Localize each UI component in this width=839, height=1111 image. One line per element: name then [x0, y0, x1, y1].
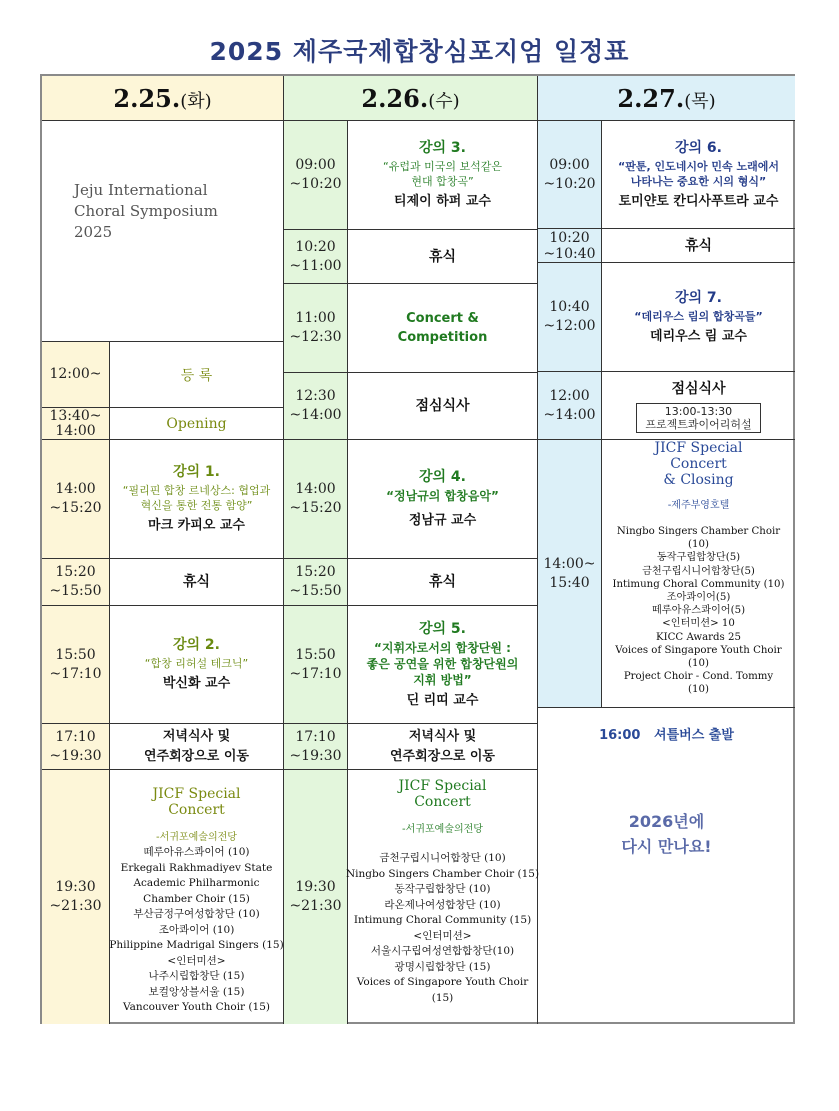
time-text: 12:00~: [49, 366, 102, 382]
event-text: 점심식사: [415, 398, 470, 414]
program-item: 떼루아유스콰이어(5): [651, 605, 746, 617]
program-item: <인터미션> 10: [662, 618, 735, 630]
concert-title-line: JICF Special: [152, 786, 241, 802]
lecture7: [602, 263, 795, 372]
event-text: 저녁식사 및: [162, 728, 231, 744]
lecturer: 데리우스 림 교수: [650, 328, 747, 344]
lecturer: 토미얀토 칸디사푸트라 교수: [618, 193, 779, 209]
lecture3-time: [284, 121, 348, 230]
break2b-label: [348, 559, 538, 606]
opening-time: [42, 408, 110, 440]
day2-dow: (수): [428, 90, 460, 112]
event-text: Competition: [397, 330, 488, 345]
day1-date: 2.25.: [113, 83, 181, 113]
program-item: 광명시립합창단 (15): [394, 960, 491, 973]
concert-program: [612, 525, 784, 697]
lecturer: 정남규 교수: [408, 513, 477, 528]
program-item: Philippine Madrigal Singers (15): [109, 939, 284, 951]
intro-line: Choral Symposium: [74, 201, 218, 220]
break1-time: [42, 559, 110, 606]
shuttle-departure: [599, 724, 734, 743]
lecturer: 딘 리띠 교수: [406, 692, 479, 708]
dinner1-time: [42, 724, 110, 770]
lecturer: 박신화 교수: [162, 676, 231, 691]
lecture6: [602, 121, 795, 229]
lecturer: 티제이 하퍼 교수: [394, 194, 491, 209]
lecture5-time: [284, 606, 348, 724]
day3-dow: (목): [684, 90, 716, 112]
program-item: 조아콰이어 (10): [158, 923, 235, 936]
subtitle-line: 현대 합창곡”: [411, 175, 474, 188]
farewell-message: [621, 809, 711, 859]
dinner2-label: [348, 724, 538, 770]
time-text: ~10:20: [543, 175, 596, 192]
program-item: 금천구립시니어합창단(5): [642, 565, 755, 577]
rehearsal-box: [636, 403, 760, 433]
lecture-title: 강의 1.: [173, 464, 220, 480]
event-text: 휴식: [684, 237, 713, 254]
lecture6-time: [538, 121, 602, 229]
time-text: 17:10: [295, 728, 336, 745]
time-text: ~21:30: [49, 898, 102, 914]
program-item: Voices of Singapore Youth Choir: [356, 976, 529, 988]
lecture-subtitle: “합창 리허설 테크닉”: [144, 657, 249, 670]
lecture-title: 강의 5.: [419, 620, 466, 637]
lecture4: [348, 440, 538, 559]
concert-title-line: Concert: [670, 456, 727, 472]
concert-venue: -제주부영호텔: [667, 500, 730, 511]
time-text: ~15:20: [289, 500, 342, 516]
day1-dow: (화): [180, 90, 212, 112]
program-item: 동작구립합창단 (10): [394, 883, 491, 895]
lecture-title: 강의 3.: [419, 140, 466, 156]
lecture-subtitle: [383, 159, 502, 189]
event-text: 등 록: [180, 367, 213, 384]
time-text: 19:30: [55, 879, 96, 895]
time-text: 12:00: [549, 387, 590, 404]
day3-end: [538, 708, 795, 1024]
page-title: 2025 제주국제합창심포지엄 일정표: [209, 37, 630, 66]
lunch3: [602, 372, 795, 440]
break3-time: [538, 229, 602, 263]
intro-line: 2025: [74, 222, 113, 241]
subtitle-line: 나타나는 중요한 시의 형식”: [630, 174, 767, 188]
concert-title: [153, 786, 241, 818]
time-text: 15:20: [55, 564, 96, 580]
lecture-title: 강의 7.: [675, 289, 722, 306]
day2-date: 2.26.: [361, 83, 429, 113]
program-item: 서울시구립여성연합합창단(10): [370, 945, 515, 957]
program-item: Intimung Choral Community (10): [612, 578, 785, 590]
break1-label: [110, 559, 284, 606]
time-text: ~10:20: [289, 176, 342, 192]
time-text: ~14:00: [289, 407, 342, 423]
time-text: ~11:00: [289, 257, 342, 274]
lecture7-time: [538, 263, 602, 372]
farewell-line: 2026년에: [628, 812, 705, 831]
time-text: 11:00: [295, 310, 336, 326]
lecture-subtitle: [618, 159, 779, 189]
concert2-time: [284, 770, 348, 1024]
lecture3: [348, 121, 538, 230]
time-text: 15:50: [295, 646, 336, 663]
time-text: 10:20: [549, 229, 590, 246]
break2a-label: [348, 230, 538, 284]
lunch3-time: [538, 372, 602, 440]
lecture-subtitle: [367, 640, 519, 688]
symposium-intro: [42, 121, 284, 342]
break3-label: [602, 229, 795, 263]
registration-time: [42, 342, 110, 408]
time-text: ~21:30: [289, 898, 342, 914]
break2a-time: [284, 230, 348, 284]
program-item: (10): [688, 684, 709, 696]
lecture1-time: [42, 440, 110, 559]
time-text: 10:40: [549, 299, 590, 315]
program-item: Project Choir - Cond. Tommy: [623, 671, 774, 683]
subtitle-line: 좋은 공연을 위한 합창단원의: [366, 656, 519, 671]
lecture1: [110, 440, 284, 559]
day3-date: 2.27.: [617, 83, 685, 113]
time-text: 09:00: [549, 156, 590, 173]
time-text: 10:20: [295, 238, 336, 255]
intro-line: Jeju International: [74, 180, 208, 199]
concert-venue: -서귀포예술의전당: [156, 832, 237, 843]
subtitle-line: “지휘자로서의 합창단원 :: [374, 640, 511, 655]
schedule-table: [40, 74, 795, 1024]
concert-program: [346, 851, 539, 1006]
program-item: <인터미션>: [167, 954, 226, 967]
program-item: Chamber Choir (15): [143, 892, 250, 905]
program-item: Intimung Choral Community (15): [353, 914, 532, 926]
concert2: [345, 770, 540, 1024]
time-text: ~17:10: [289, 665, 342, 682]
time-text: 09:00: [295, 157, 336, 173]
time-text: 19:30: [295, 879, 336, 895]
concert-title-line: Concert: [168, 802, 225, 818]
shuttle-label: 셔틀버스 출발: [654, 728, 734, 743]
rehearsal-label: 프로젝트콰이어리허설: [645, 417, 752, 431]
event-text: 연주회장으로 이동: [390, 748, 495, 764]
time-text: 15:50: [55, 646, 96, 663]
time-text: 14:00: [295, 481, 336, 497]
program-item: (10): [688, 658, 709, 670]
farewell-line: 다시 만나요!: [621, 837, 712, 856]
lecture-subtitle: “정남규의 합창음악”: [386, 489, 499, 503]
concert-venue: -서귀포예술의전당: [402, 824, 483, 835]
lunch2-time: [284, 373, 348, 440]
event-text: 휴식: [428, 248, 457, 265]
program-item: 동작구립합창단(5): [656, 552, 741, 564]
program-item: Erkegali Rakhmadiyev State: [120, 861, 273, 874]
shuttle-time: 16:00: [599, 728, 641, 743]
closing-time: [538, 440, 602, 708]
concert-program: [109, 845, 283, 1016]
subtitle-line: “유럽과 미국의 보석같은: [383, 160, 502, 173]
opening-label: [110, 408, 284, 440]
closing-concert: [602, 440, 795, 708]
lunch2-label: [348, 373, 538, 440]
time-text: 15:20: [295, 564, 336, 580]
program-item: Ningbo Singers Chamber Choir: [616, 526, 781, 537]
concert1-time: [42, 770, 110, 1024]
program-item: (15): [431, 991, 454, 1004]
program-item: <인터미션>: [413, 929, 472, 942]
subtitle-line: 혁신을 통한 전통 함양”: [140, 499, 253, 512]
competition-time: [284, 284, 348, 373]
program-item: 떼루아유스콰이어 (10): [143, 846, 250, 858]
lecture4-time: [284, 440, 348, 559]
lecture2-time: [42, 606, 110, 724]
time-text: 15:40: [549, 574, 590, 591]
time-text: ~10:40: [543, 245, 596, 262]
lecture2: [110, 606, 284, 724]
program-item: 부산금정구여성합창단 (10): [133, 908, 260, 920]
concert-title-line: JICF Special: [398, 778, 487, 794]
concert-title: [655, 440, 743, 488]
dinner1-label: [110, 724, 284, 770]
concert1: [110, 770, 284, 1024]
event-text: 휴식: [428, 574, 457, 590]
lecturer: 마크 카피오 교수: [148, 518, 245, 533]
program-item: 금천구립시니어합창단 (10): [379, 852, 506, 864]
event-text: Concert &: [406, 311, 479, 326]
time-text: 12:30: [295, 388, 336, 404]
time-text: ~15:50: [289, 583, 342, 599]
concert-title: [399, 778, 487, 810]
time-text: 14:00~: [543, 555, 596, 572]
concert-competition: [348, 284, 538, 373]
registration-label: [110, 342, 284, 408]
program-item: Voices of Singapore Youth Choir: [615, 644, 782, 656]
lecture-title: 강의 2.: [173, 637, 220, 653]
subtitle-line: “필리핀 합창 르네상스: 협업과: [122, 484, 271, 497]
program-item: Academic Philharmonic: [133, 877, 260, 889]
program-item: 조아콰이어(5): [666, 592, 731, 604]
program-item: Ningbo Singers Chamber Choir (15): [345, 867, 540, 880]
lecture-title: 강의 4.: [419, 469, 466, 485]
event-text: 점심식사: [671, 380, 726, 397]
rehearsal-time: 13:00-13:30: [664, 404, 733, 418]
event-text: 휴식: [182, 574, 211, 590]
time-text: 17:10: [55, 728, 96, 745]
time-text: ~12:30: [289, 329, 342, 345]
day3-header: [538, 76, 795, 121]
time-text: ~14:00: [543, 406, 596, 423]
time-text: 14:00: [55, 422, 96, 439]
program-item: Vancouver Youth Choir (15): [123, 1001, 270, 1013]
event-text: Opening: [166, 415, 227, 432]
program-item: 나주시립합창단 (15): [148, 970, 245, 982]
lecture-title: 강의 6.: [675, 139, 722, 156]
time-text: 14:00: [55, 481, 96, 497]
lecture-subtitle: “데리우스 림의 합창곡들”: [634, 309, 763, 323]
program-item: (10): [688, 539, 709, 551]
time-text: ~12:00: [543, 318, 596, 334]
program-item: 보컬앙상블서울 (15): [148, 985, 245, 998]
concert-title-line: JICF Special: [654, 440, 743, 456]
lecture5: [348, 606, 538, 724]
dinner2-time: [284, 724, 348, 770]
program-item: KICC Awards 25: [656, 631, 741, 643]
program-item: 라온제나여성합창단 (10): [384, 898, 501, 911]
concert-title-line: & Closing: [663, 472, 734, 488]
time-text: ~15:50: [49, 583, 102, 599]
time-text: ~19:30: [49, 747, 102, 764]
event-text: 저녁식사 및: [408, 728, 477, 744]
time-text: ~19:30: [289, 747, 342, 764]
break2b-time: [284, 559, 348, 606]
event-text: 연주회장으로 이동: [144, 748, 249, 764]
day1-header: [42, 76, 284, 121]
subtitle-line: “판툰, 인도네시아 민속 노래에서: [617, 159, 780, 173]
time-text: ~15:20: [49, 500, 102, 516]
lecture-subtitle: [123, 483, 270, 513]
subtitle-line: 지휘 방법”: [413, 672, 472, 687]
time-text: ~17:10: [49, 665, 102, 682]
time-text: 13:40~: [49, 407, 102, 424]
day2-header: [284, 76, 538, 121]
concert-title-line: Concert: [414, 794, 471, 810]
